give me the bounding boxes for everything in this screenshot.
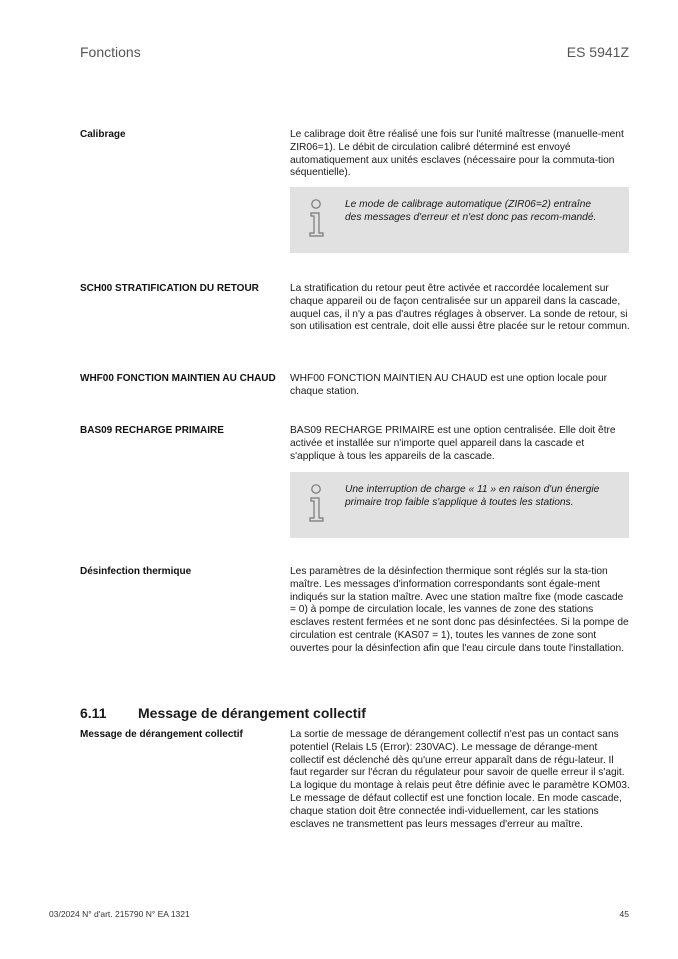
calibrage-label: Calibrage (80, 129, 126, 140)
calibrage-note-box (290, 187, 629, 253)
section-title: Message de dérangement collectif (138, 705, 366, 721)
calibrage-text: Le calibrage doit être réalisé une fois sur l'unité maîtresse (manuelle-ment ZIR06=1). Le débit de circulation calibré déterminé est envoyé automatiquement aux unités esclaves (nécessaire pour la commuta-tion séquentielle). (290, 129, 624, 179)
footer-doc-info: 03/2024 N° d'art. 215790 N° EA 1321 (49, 909, 190, 919)
sch00-text: La stratification du retour peut être activée et raccordée localement sur chaque appareil ou de façon centralisée sur un appareil dans la cascade, auquel cas, il n'y a pas d'autres réglages à observer. La sonde de retour, si son utilisation est centrale, doit elle aussi être placée sur le retour commun. (290, 283, 630, 333)
desinfection-text: Les paramètres de la désinfection thermique sont réglés sur la sta-tion maître. Les messages d'information correspondants sont égale-ment indiqués sur la station maître. Avec une station maître fixe (mode cascade = 0) à pompe de circulation locale, les vannes de zone des stations esclaves restent fermées et ne sont donc pas désinfectées. Si la pompe de circulation est centrale (KAS07 = 1), toutes les vannes de zone sont ouvertes pour la désinfection afin que l'eau circule dans toute l'installation. (290, 566, 629, 654)
sch00-label: SCH00 STRATIFICATION DU RETOUR (80, 283, 259, 294)
header-doc-code: ES 5941Z (566, 44, 629, 60)
whf00-label: WHF00 FONCTION MAINTIEN AU CHAUD (80, 373, 276, 384)
collective-fault-text: La sortie de message de dérangement collectif n'est pas un contact sans potentiel (Relais L5 (Error): 230VAC). Le message de dérange-ment collectif est déclenché dès qu'une erreur apparaît dans de régu-lateur. Il faut regarder sur l'écran du régulateur pour savoir de quelle erreur il s'agit. La logique du montage à relais peut être définie avec le paramètre KOM03. Le message de défaut collectif est une fonction locale. En mode cascade, chaque station doit être connectée indi-viduellement, car les stations esclaves ne transmettent pas leurs messages d'erreur au maître. (290, 729, 630, 830)
desinfection-label: Désinfection thermique (80, 566, 192, 577)
bas09-note-text: Une interruption de charge « 11 » en raison d'un énergie primaire trop faible s'applique à toutes les stations. (345, 484, 600, 508)
bas09-note-box (290, 472, 629, 538)
section-number: 6.11 (80, 705, 107, 721)
bas09-label: BAS09 RECHARGE PRIMAIRE (80, 425, 224, 436)
bas09-text: BAS09 RECHARGE PRIMAIRE est une option centralisée. Elle doit être activée et installée sur n'importe quel appareil dans la cascade et s'applique à tous les appareils de la cascade. (290, 425, 616, 462)
header-section-title: Fonctions (80, 44, 141, 60)
info-icon (307, 484, 327, 524)
page-number: 45 (619, 909, 629, 919)
collective-fault-label: Message de dérangement collectif (80, 729, 243, 740)
whf00-text: WHF00 FONCTION MAINTIEN AU CHAUD est une option locale pour chaque station. (290, 373, 608, 397)
calibrage-note-text: Le mode de calibrage automatique (ZIR06=2) entraîne des messages d'erreur et n'est donc pas recom-mandé. (345, 199, 597, 223)
info-icon (307, 199, 327, 239)
